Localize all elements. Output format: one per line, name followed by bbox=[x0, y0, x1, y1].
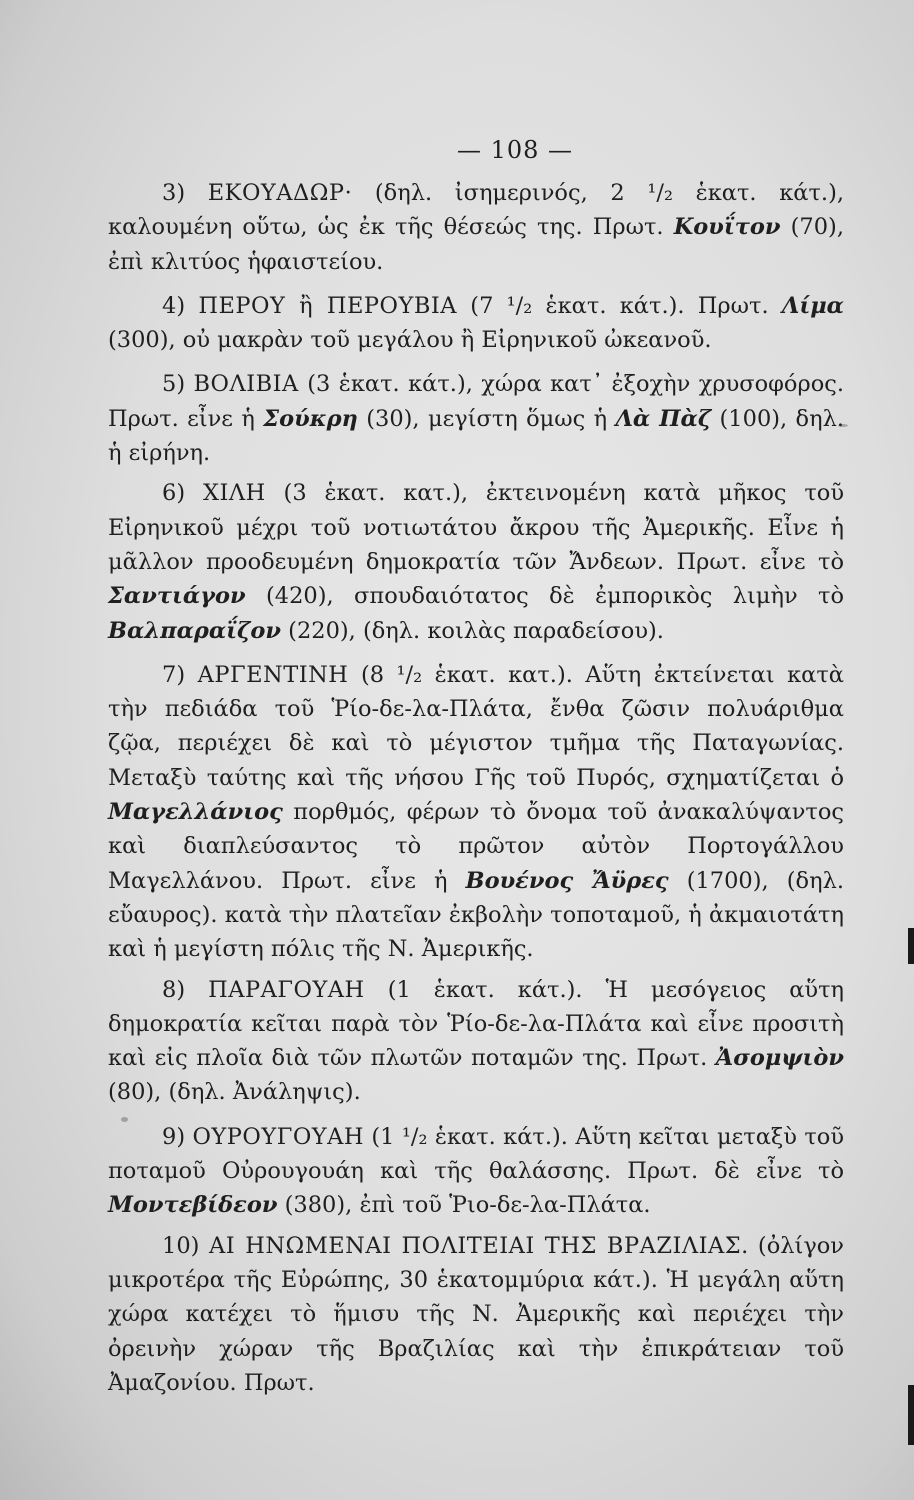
country-heading: ΟΥΡΟΥΓΟΥΑΗ bbox=[192, 1123, 365, 1150]
binding-edge-mark bbox=[908, 928, 914, 964]
text-run: 6) bbox=[162, 480, 203, 507]
city-name: Βουένος Ἄϋρες bbox=[465, 867, 669, 894]
text-run: 7) bbox=[162, 661, 198, 688]
country-heading: ΧΙΛΗ bbox=[202, 480, 266, 507]
text-run: (380), ἐπὶ τοῦ Ῥιο-δε-λα-Πλάτα. bbox=[277, 1192, 651, 1219]
city-name: Σούκρη bbox=[263, 405, 358, 432]
country-heading: ΠΕΡΟΥ ἢ ΠΕΡΟΥΒΙΑ bbox=[198, 292, 458, 319]
text-run: (3 ἑκατ. κάτ.), χώρα κατ᾽ ἐξοχὴν χρυσοφόρος. Πρωτ. εἶνε ἡ bbox=[108, 371, 844, 432]
text-run: (80), (δηλ. Ἀνάληψις). bbox=[108, 1079, 361, 1106]
text-run: (7 ¹/₂ ἑκατ. κάτ.). Πρωτ. bbox=[457, 292, 782, 319]
paragraph-chile bbox=[108, 476, 844, 647]
city-name: Σαντιάγον bbox=[108, 583, 246, 610]
text-run: (100), δηλ. ἡ εἰρήνη. bbox=[108, 405, 844, 467]
paragraph-peru bbox=[108, 289, 844, 358]
paragraph-argentina bbox=[108, 658, 844, 967]
city-name: Κουΐτον bbox=[673, 214, 781, 241]
text-run: (30), μεγίστη ὅμως ἡ bbox=[357, 405, 616, 432]
city-name: Βαλπαραΐζον bbox=[108, 617, 282, 644]
city-name: Λίμα bbox=[781, 292, 844, 319]
text-run: (1 ¹/₂ ἑκατ. κάτ.). Αὕτη κεῖται μεταξὺ τοῦ ποταμοῦ Οὐρουγουάη καὶ τῆς θαλάσσης. Πρωτ. δὲ εἶνε τὸ bbox=[108, 1123, 845, 1185]
text-run: 4) bbox=[162, 292, 199, 319]
country-heading: ΒΟΛΙΒΙΑ bbox=[193, 371, 299, 398]
city-name: Ἀσομψιὸν bbox=[715, 1045, 844, 1072]
city-name: Μαγελλάνιος bbox=[108, 799, 283, 826]
paragraph-paraguay bbox=[108, 973, 844, 1110]
text-run: 10) bbox=[162, 1232, 209, 1259]
text-run: (8 ¹/₂ ἑκατ. κατ.). Αὕτη ἐκτείνεται κατὰ τὴν πεδιάδα τοῦ Ῥίο-δε-λα-Πλάτα, ἔνθα ζῶσιν πολυάριθμα ζῷα, περιέχει δὲ καὶ τὸ μέγιστον τμῆμα τῆς Παταγωνίας. Μεταξὺ ταύτης καὶ τῆς νήσου Γῆς τοῦ Πυρός, σχηματίζεται ὁ bbox=[108, 661, 845, 791]
city-name: Μοντεβίδεον bbox=[108, 1192, 278, 1219]
country-heading: ΠΑΡΑΓΟΥΑΗ bbox=[208, 976, 365, 1003]
text-run: πορθμός, φέρων τὸ ὄνομα τοῦ ἀνακαλύψαντος καὶ διαπλεύσαντος τὸ πρῶτον αὐτὸν Πορτογάλλου Μαγελλάνου. Πρωτ. εἶνε ἡ bbox=[108, 799, 844, 894]
text-run: (420), σπουδαιότατος δὲ ἐμπορικὸς λιμὴν τὸ bbox=[245, 583, 844, 610]
text-run: (δηλ. ἰσημερινός, 2 ¹/₂ ἑκατ. κάτ.), καλουμένη οὕτω, ὡς ἐκ τῆς θέσεώς της. Πρωτ. bbox=[108, 180, 844, 241]
text-run: (300), οὐ μακρὰν τοῦ μεγάλου ἢ Εἰρηνικοῦ ὠκεανοῦ. bbox=[108, 327, 712, 354]
paragraph-ecuador bbox=[108, 176, 844, 279]
page-number: — 108 — bbox=[456, 136, 574, 164]
text-run: (70), ἐπὶ κλιτύος ἡφαιστείου. bbox=[108, 214, 844, 275]
text-run: 8) bbox=[162, 976, 209, 1003]
body-text bbox=[108, 176, 844, 1410]
text-run: (220), (δηλ. κοιλὰς παραδείσου). bbox=[281, 617, 664, 644]
text-run: . (ὀλίγον μικροτέρα τῆς Εὐρώπης, 30 ἑκατομμύρια κάτ.). Ἡ μεγάλη αὕτη χώρα κατέχει τὸ ἥμισυ τῆς Ν. Ἀμερικῆς καὶ περιέχει τὴν ὀρεινὴν χώραν τῆς Βραζιλίας καὶ τὴν ἐπικράτειαν τοῦ Ἀμαζονίου. Πρωτ. bbox=[108, 1232, 844, 1396]
text-run: 9) bbox=[162, 1123, 193, 1150]
paragraph-brazil bbox=[108, 1229, 844, 1400]
text-run: (3 ἑκατ. κατ.), ἐκτεινομένη κατὰ μῆκος τοῦ Εἰρηνικοῦ μέχρι τοῦ νοτιωτάτου ἄκρου τῆς Ἀμερικῆς. Εἶνε ἡ μᾶλλον προοδευμένη δημοκρατία τῶν Ἄνδεων. Πρωτ. εἶνε τὸ bbox=[108, 480, 844, 575]
country-heading: ΕΚΟΥΑΔΩΡ· bbox=[207, 180, 353, 206]
text-run: (1 ἑκατ. κάτ.). Ἡ μεσόγειος αὕτη δημοκρατία κεῖται παρὰ τὸν Ῥίο-δε-λα-Πλάτα καὶ εἶνε προσιτὴ καὶ εἰς πλοῖα διὰ τῶν πλωτῶν ποταμῶν της. Πρωτ. bbox=[108, 976, 844, 1072]
paragraph-bolivia bbox=[108, 367, 844, 470]
text-run: (1700), (δηλ. εὔαυρος). κατὰ τὴν πλατεῖαν ἐκβολὴν τοποταμοῦ, ἡ ἀκμαιοτάτη καὶ ἡ μεγίστη πόλις τῆς Ν. Ἀμερικῆς. bbox=[108, 867, 844, 963]
ink-smudge bbox=[838, 424, 848, 427]
text-run: 3) bbox=[162, 180, 208, 206]
country-heading: ΑΙ ΗΝΩΜΕΝΑΙ ΠΟΛΙΤΕΙΑΙ ΤΗΣ ΒΡΑΖΙΛΙΑΣ bbox=[209, 1232, 742, 1259]
paragraph-uruguay bbox=[108, 1120, 844, 1223]
binding-edge-mark bbox=[908, 1385, 914, 1445]
city-name: Λὰ Πὰζ bbox=[615, 405, 712, 432]
text-run: 5) bbox=[162, 371, 194, 398]
country-heading: ΑΡΓΕΝΤΙΝΗ bbox=[197, 661, 349, 688]
ink-smudge bbox=[121, 1117, 128, 1122]
